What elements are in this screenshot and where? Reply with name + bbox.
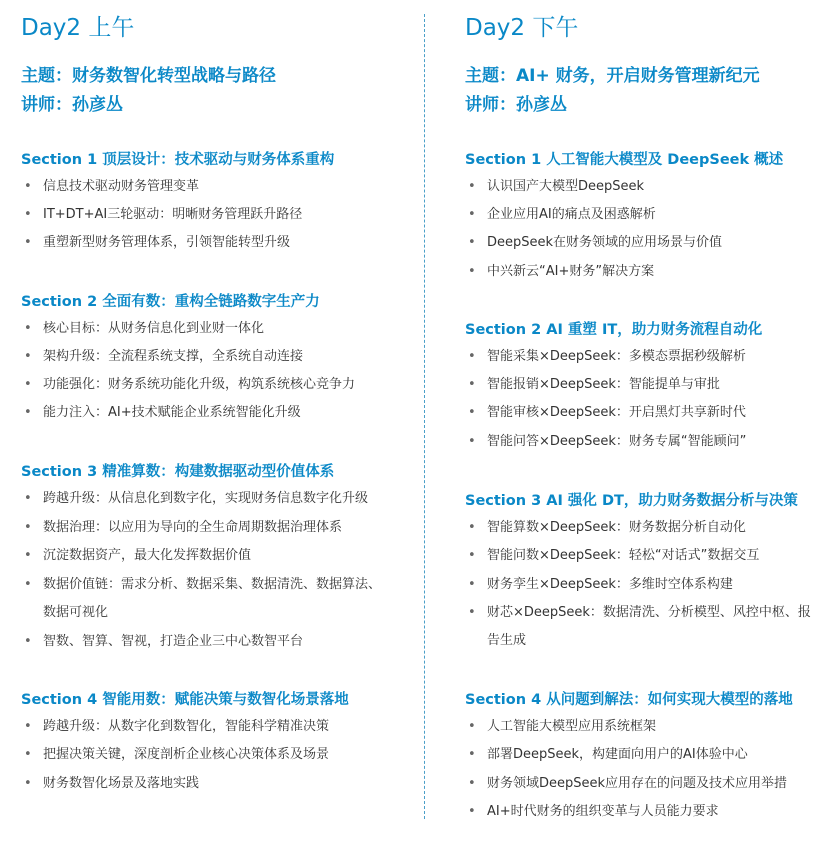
list-item: • 跨越升级：从数字化到数智化，智能科学精准决策 [21, 713, 329, 741]
list-item: • 核心目标：从财务信息化到业财一体化 [21, 315, 264, 343]
list-item: • 企业应用AI的痛点及困惑解析 [465, 201, 656, 229]
bullet-icon: • [24, 719, 32, 734]
list-item: • 智数、智算、智视，打造企业三中心数智平台 [21, 628, 303, 656]
list-item: • 把握决策关键，深度剖析企业核心决策体系及场景 [21, 741, 329, 769]
section-title: Section 4 从问题到解法：如何实现大模型的落地 [465, 692, 793, 708]
bullet-icon: • [468, 264, 476, 279]
bullet-icon: • [468, 577, 476, 592]
list-item: • 智能报销×DeepSeek：智能提单与审批 [465, 371, 720, 399]
bullet-icon: • [24, 634, 32, 649]
bullet-icon: • [24, 349, 32, 364]
list-item: • 中兴新云“AI+财务”解决方案 [465, 258, 654, 286]
list-item: • 财芯×DeepSeek：数据清洗、分析模型、风控中枢、报告生成 [465, 599, 815, 655]
bullet-icon: • [468, 235, 476, 250]
bullet-icon: • [24, 577, 32, 592]
bullet-icon: • [24, 321, 32, 336]
bullet-icon: • [468, 349, 476, 364]
section-title: Section 1 人工智能大模型及 DeepSeek 概述 [465, 152, 784, 168]
topic: 主题：财务数智化转型战略与路径 [21, 66, 276, 86]
bullet-icon: • [24, 491, 32, 506]
list-item: • 沉淀数据资产，最大化发挥数据价值 [21, 542, 251, 570]
bullet-icon: • [24, 747, 32, 762]
day-title: Day2 上午 [21, 15, 135, 41]
lecturer: 讲师：孙彦丛 [465, 95, 567, 115]
bullet-icon: • [468, 434, 476, 449]
bullet-icon: • [468, 520, 476, 535]
bullet-icon: • [468, 747, 476, 762]
list-item: • 智能审核×DeepSeek：开启黑灯共享新时代 [465, 399, 746, 427]
list-item: • 财务领域DeepSeek应用存在的问题及技术应用举措 [465, 770, 787, 798]
day-title: Day2 下午 [465, 15, 579, 41]
list-item: • 部署DeepSeek，构建面向用户的AI体验中心 [465, 741, 748, 769]
list-item: • 数据治理：以应用为导向的全生命周期数据治理体系 [21, 514, 342, 542]
bullet-icon: • [468, 605, 476, 620]
bullet-icon: • [468, 719, 476, 734]
list-item: • 数据价值链：需求分析、数据采集、数据清洗、数据算法、数据可视化 [21, 571, 391, 627]
bullet-icon: • [468, 804, 476, 819]
list-item: • DeepSeek在财务领域的应用场景与价值 [465, 229, 722, 257]
bullet-icon: • [24, 405, 32, 420]
bullet-icon: • [24, 776, 32, 791]
list-item: • 智能问答×DeepSeek：财务专属“智能顾问” [465, 428, 746, 456]
section-title: Section 3 精准算数：构建数据驱动型价值体系 [21, 464, 335, 480]
lecturer: 讲师：孙彦丛 [21, 95, 123, 115]
bullet-icon: • [24, 548, 32, 563]
bullet-icon: • [468, 405, 476, 420]
bullet-icon: • [24, 377, 32, 392]
section-title: Section 2 全面有数：重构全链路数字生产力 [21, 294, 320, 310]
bullet-icon: • [24, 235, 32, 250]
list-item: • 信息技术驱动财务管理变革 [21, 173, 199, 201]
list-item: • 功能强化：财务系统功能化升级，构筑系统核心竞争力 [21, 371, 355, 399]
bullet-icon: • [24, 207, 32, 222]
list-item: • 重塑新型财务管理体系，引领智能转型升级 [21, 229, 290, 257]
section-title: Section 1 顶层设计：技术驱动与财务体系重构 [21, 152, 335, 168]
bullet-icon: • [24, 179, 32, 194]
section-title: Section 4 智能用数：赋能决策与数智化场景落地 [21, 692, 349, 708]
list-item: • 智能采集×DeepSeek：多模态票据秒级解析 [465, 343, 746, 371]
section-title: Section 2 AI 重塑 IT，助力财务流程自动化 [465, 322, 763, 338]
bullet-icon: • [24, 520, 32, 535]
list-item: • 能力注入：AI+技术赋能企业系统智能化升级 [21, 399, 301, 427]
bullet-icon: • [468, 548, 476, 563]
list-item: • 财务孪生×DeepSeek：多维时空体系构建 [465, 571, 733, 599]
bullet-icon: • [468, 776, 476, 791]
list-item: • 财务数智化场景及落地实践 [21, 770, 199, 798]
list-item: • 智能问数×DeepSeek：轻松“对话式”数据交互 [465, 542, 759, 570]
topic: 主题：AI+ 财务，开启财务管理新纪元 [465, 66, 760, 86]
column-divider [424, 14, 425, 819]
list-item: • 架构升级：全流程系统支撑，全系统自动连接 [21, 343, 303, 371]
list-item: • 人工智能大模型应用系统框架 [465, 713, 656, 741]
list-item: • 跨越升级：从信息化到数字化，实现财务信息数字化升级 [21, 485, 368, 513]
list-item: • 智能算数×DeepSeek：财务数据分析自动化 [465, 514, 746, 542]
list-item: • AI+时代财务的组织变革与人员能力要求 [465, 798, 719, 826]
bullet-icon: • [468, 207, 476, 222]
section-title: Section 3 AI 强化 DT，助力财务数据分析与决策 [465, 493, 798, 509]
bullet-icon: • [468, 179, 476, 194]
list-item: • 认识国产大模型DeepSeek [465, 173, 644, 201]
list-item: • IT+DT+AI三轮驱动：明晰财务管理跃升路径 [21, 201, 302, 229]
bullet-icon: • [468, 377, 476, 392]
